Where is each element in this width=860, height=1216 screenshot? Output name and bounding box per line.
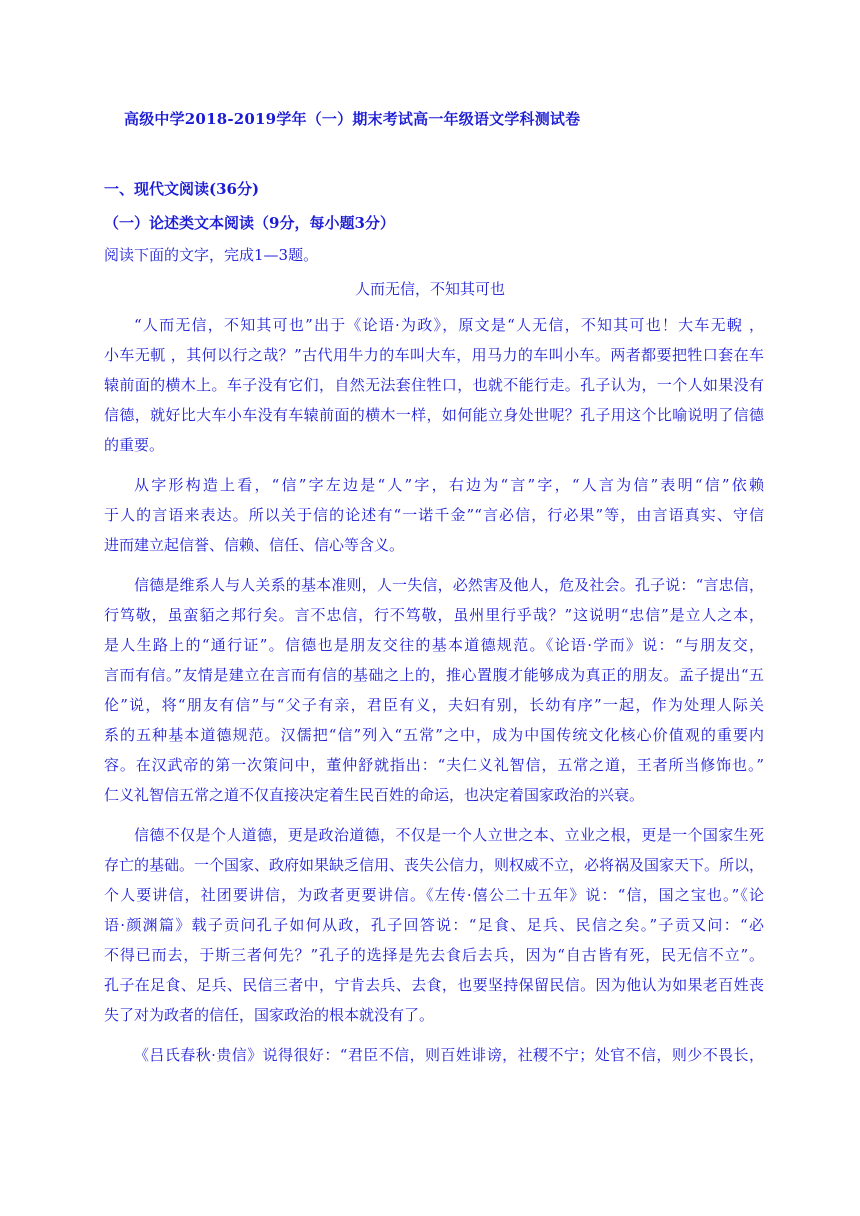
exam-title: 高级中学2018-2019学年（一）期末考试高一年级语文学科测试卷 [124, 110, 581, 128]
text-line: 从字形构造上看，“信”字左边是“人”字，右边为“言”字，“人言为信”表明“信”依赖 [134, 476, 764, 494]
essay-paragraph [104, 470, 764, 560]
text-line: 《吕氏春秋·贵信》说得很好：“君臣不信，则百姓诽谤，社稷不宁；处官不信，则少不畏长， [134, 1046, 764, 1064]
text-line: 个人要讲信，社团要讲信，为政者更要讲信。《左传·僖公二十五年》说：“信，国之宝也。”《论 [104, 886, 764, 904]
text-line: 言而有信。”友情是建立在言而有信的基础之上的，推心置腹才能够成为真正的朋友。孟子提出“五 [104, 666, 764, 684]
section-heading: 一、现代文阅读(36分) [104, 180, 260, 198]
text-line: 系的五种基本道德规范。汉儒把“信”列入“五常”之中，成为中国传统文化核心价值观的重要内 [104, 726, 764, 744]
text-line: 信德，就好比大车小车没有车辕前面的横木一样，如何能立身处世呢？孔子用这个比喻说明了信德 [104, 406, 764, 424]
text-line: 伦”说，将“朋友有信”与“父子有亲，君臣有义，夫妇有别，长幼有序”一起，作为处理人际关 [104, 696, 764, 714]
text-line: 小车无軏 ，其何以行之哉？”古代用牛力的车叫大车，用马力的车叫小车。两者都要把牲口套在车 [104, 346, 764, 364]
essay-paragraph [104, 570, 764, 810]
text-line: 孔子在足食、足兵、民信三者中，宁肯去兵、去食，也要坚持保留民信。因为他认为如果老百姓丧 [104, 976, 764, 994]
text-line: 存亡的基础。一个国家、政府如果缺乏信用、丧失公信力，则权威不立，必将祸及国家天下。所以， [104, 856, 765, 874]
essay-paragraph [104, 310, 764, 460]
essay-paragraph [104, 1040, 764, 1070]
text-line: 容。在汉武帝的第一次策问中，董仲舒就指出：“夫仁义礼智信，五常之道，王者所当修饰也。” [104, 756, 764, 774]
text-line: 仁义礼智信五常之道不仅直接决定着生民百姓的命运，也决定着国家政治的兴衰。 [104, 786, 645, 804]
text-line: “人而无信，不知其可也”出于《论语·为政》，原文是“人无信，不知其可也！大车无輗 ， [134, 316, 764, 334]
essay-body [104, 310, 764, 1080]
text-line: 失了对为政者的信任，国家政治的根本就没有了。 [104, 1006, 435, 1024]
text-line: 信德不仅是个人道德，更是政治道德，不仅是一个人立世之本、立业之根，更是一个国家生死 [134, 826, 764, 844]
text-line: 不得已而去，于斯三者何先？”孔子的选择是先去食后去兵，因为“自古皆有死，民无信不立”。 [104, 946, 764, 964]
essay-paragraph [104, 820, 764, 1030]
text-line: 是人生路上的“通行证”。信德也是朋友交往的基本道德规范。《论语·学而》说：“与朋友交， [104, 636, 764, 654]
reading-instruction: 阅读下面的文字，完成1—3题。 [104, 246, 319, 264]
text-line: 辕前面的横木上。车子没有它们，自然无法套住牲口，也就不能行走。孔子认为，一个人如果没有 [104, 376, 764, 394]
subsection-heading: （一）论述类文本阅读（9分，每小题3分） [104, 214, 395, 232]
text-line: 行笃敬，虽蛮貊之邦行矣。言不忠信，行不笃敬，虽州里行乎哉？”这说明“忠信”是立人之本， [104, 606, 764, 624]
essay-title: 人而无信，不知其可也 [354, 280, 505, 298]
text-line: 语·颜渊篇》载子贡问孔子如何从政，孔子回答说：“足食、足兵、民信之矣。”子贡又问：“必 [104, 916, 764, 934]
text-line: 的重要。 [104, 436, 165, 454]
text-line: 于人的言语来表达。所以关于信的论述有“一诺千金”“言必信，行必果”等，由言语真实、守信 [104, 506, 764, 524]
text-line: 进而建立起信誉、信赖、信任、信心等含义。 [104, 536, 405, 554]
text-line: 信德是维系人与人关系的基本准则，人一失信，必然害及他人，危及社会。孔子说：“言忠信， [134, 576, 764, 594]
